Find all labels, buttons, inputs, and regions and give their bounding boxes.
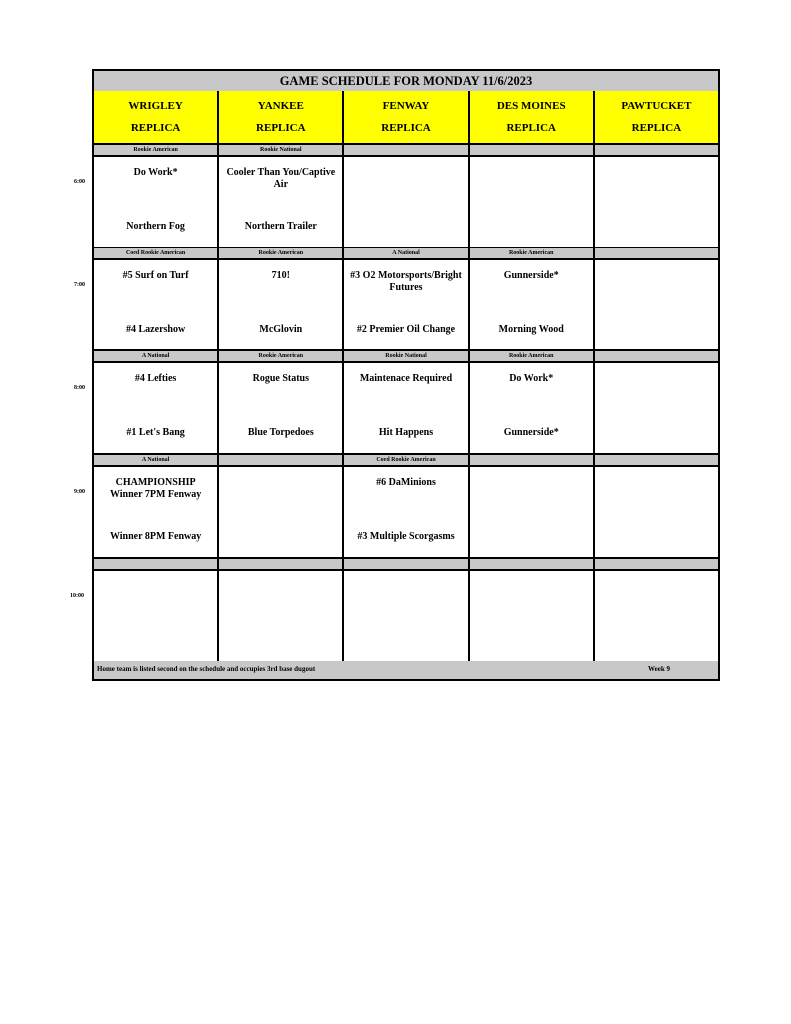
- game-cell: [219, 363, 344, 453]
- home-team: Northern Fog: [126, 221, 185, 232]
- game-cell: [94, 157, 219, 247]
- division-label: Rookie American: [470, 351, 595, 361]
- field-name: YANKEE: [257, 100, 304, 112]
- field-subtitle: REPLICA: [506, 122, 556, 134]
- time-label: 7:00: [74, 282, 85, 288]
- game-cell: [344, 157, 469, 247]
- game-cell: [470, 363, 595, 453]
- field-header: [470, 91, 595, 143]
- game-cell: [595, 157, 718, 247]
- home-team: Northern Trailer: [244, 221, 317, 232]
- field-subtitle: REPLICA: [381, 122, 431, 134]
- game-cell: [94, 260, 219, 349]
- division-label: [595, 248, 718, 258]
- division-label: [595, 455, 718, 465]
- time-label: 10:00: [70, 593, 84, 599]
- away-team: Do Work*: [133, 167, 178, 178]
- game-cell: [219, 157, 344, 247]
- game-cell: [344, 363, 469, 453]
- away-team: #6 DaMinions: [376, 477, 436, 488]
- away-team: Cooler Than You/Captive Air: [226, 167, 336, 190]
- division-label: A National: [344, 248, 469, 258]
- week-label: Week 9: [648, 665, 670, 673]
- home-team: Blue Torpedoes: [247, 427, 314, 438]
- game-row: [94, 363, 718, 455]
- field-name: FENWAY: [382, 100, 430, 112]
- game-cell: [595, 467, 718, 557]
- division-label: [595, 559, 718, 569]
- division-row: [94, 145, 718, 157]
- game-cell: [344, 260, 469, 349]
- field-subtitle: REPLICA: [130, 122, 181, 134]
- division-label: [470, 145, 595, 155]
- game-cell: [344, 467, 469, 557]
- away-team: #5 Surf on Turf: [122, 270, 189, 281]
- division-label: Coed Rookie American: [94, 248, 219, 258]
- game-cell: [94, 363, 219, 453]
- game-cell: [94, 571, 219, 661]
- field-subtitle: REPLICA: [256, 122, 306, 134]
- division-row: [94, 455, 718, 467]
- away-team: Gunnerside*: [503, 270, 559, 281]
- home-team: #2 Premier Oil Change: [356, 324, 456, 335]
- schedule-table: [92, 69, 720, 681]
- home-team: #4 Lazershow: [126, 324, 186, 335]
- time-label: 9:00: [74, 489, 85, 495]
- field-header-row: [94, 91, 718, 145]
- game-cell: [219, 260, 344, 349]
- field-subtitle: REPLICA: [631, 122, 682, 134]
- field-header: [94, 91, 219, 143]
- field-header: [219, 91, 344, 143]
- division-label: [470, 455, 595, 465]
- division-label: [219, 455, 344, 465]
- game-cell: [595, 571, 718, 661]
- division-label: Rookie National: [219, 145, 344, 155]
- away-team: #4 Lefties: [134, 373, 177, 384]
- game-cell: [470, 260, 595, 349]
- game-cell: [470, 571, 595, 661]
- division-label: [595, 145, 718, 155]
- division-label: [94, 559, 219, 569]
- away-team: Rogue Status: [252, 373, 309, 384]
- field-header: [595, 91, 718, 143]
- game-cell: [344, 571, 469, 661]
- field-name: WRIGLEY: [128, 100, 183, 112]
- field-name: PAWTUCKET: [621, 100, 692, 112]
- home-team: McGlovin: [259, 324, 303, 335]
- game-row: [94, 260, 718, 351]
- division-label: A National: [94, 351, 219, 361]
- home-team: #3 Multiple Scorgasms: [357, 531, 455, 542]
- game-cell: [470, 467, 595, 557]
- division-label: Rookie American: [219, 351, 344, 361]
- game-cell: [595, 363, 718, 453]
- home-team: Morning Wood: [498, 324, 564, 335]
- game-row: [94, 467, 718, 559]
- division-label: [344, 145, 469, 155]
- game-row: [94, 157, 718, 249]
- division-label: Rookie American: [219, 248, 344, 258]
- game-cell: [470, 157, 595, 247]
- division-label: [219, 559, 344, 569]
- schedule-footer: [94, 661, 718, 679]
- division-row: [94, 248, 718, 260]
- division-label: Rookie American: [470, 248, 595, 258]
- division-row: [94, 559, 718, 571]
- division-label: A National: [94, 455, 219, 465]
- division-label: Rookie National: [344, 351, 469, 361]
- game-cell: [219, 467, 344, 557]
- division-label: Rookie American: [94, 145, 219, 155]
- game-cell: [219, 571, 344, 661]
- schedule-title: GAME SCHEDULE FOR MONDAY 11/6/2023: [94, 71, 718, 93]
- away-team: #3 O2 Motorsports/Bright Futures: [350, 270, 462, 293]
- game-row: [94, 571, 718, 663]
- game-cell: [94, 467, 219, 557]
- home-team: Hit Happens: [378, 427, 434, 438]
- division-row: [94, 351, 718, 363]
- time-label: 8:00: [74, 385, 85, 391]
- field-header: [344, 91, 469, 143]
- away-team: Do Work*: [509, 373, 554, 384]
- home-team: #1 Let's Bang: [126, 427, 185, 438]
- division-label: [344, 559, 469, 569]
- away-team: 710!: [271, 270, 290, 281]
- time-label: 6:00: [74, 179, 85, 185]
- field-name: DES MOINES: [496, 100, 566, 112]
- away-team: Maintenace Required: [359, 373, 453, 384]
- division-label: [470, 559, 595, 569]
- home-team: Winner 8PM Fenway: [109, 531, 202, 542]
- division-label: [595, 351, 718, 361]
- footer-note: Home team is listed second on the schedule and occupies 3rd base dugout: [97, 665, 316, 673]
- home-team: Gunnerside*: [503, 427, 559, 438]
- division-label: Coed Rookie American: [344, 455, 469, 465]
- game-cell: [595, 260, 718, 349]
- away-team: CHAMPIONSHIP Winner 7PM Fenway: [109, 477, 202, 500]
